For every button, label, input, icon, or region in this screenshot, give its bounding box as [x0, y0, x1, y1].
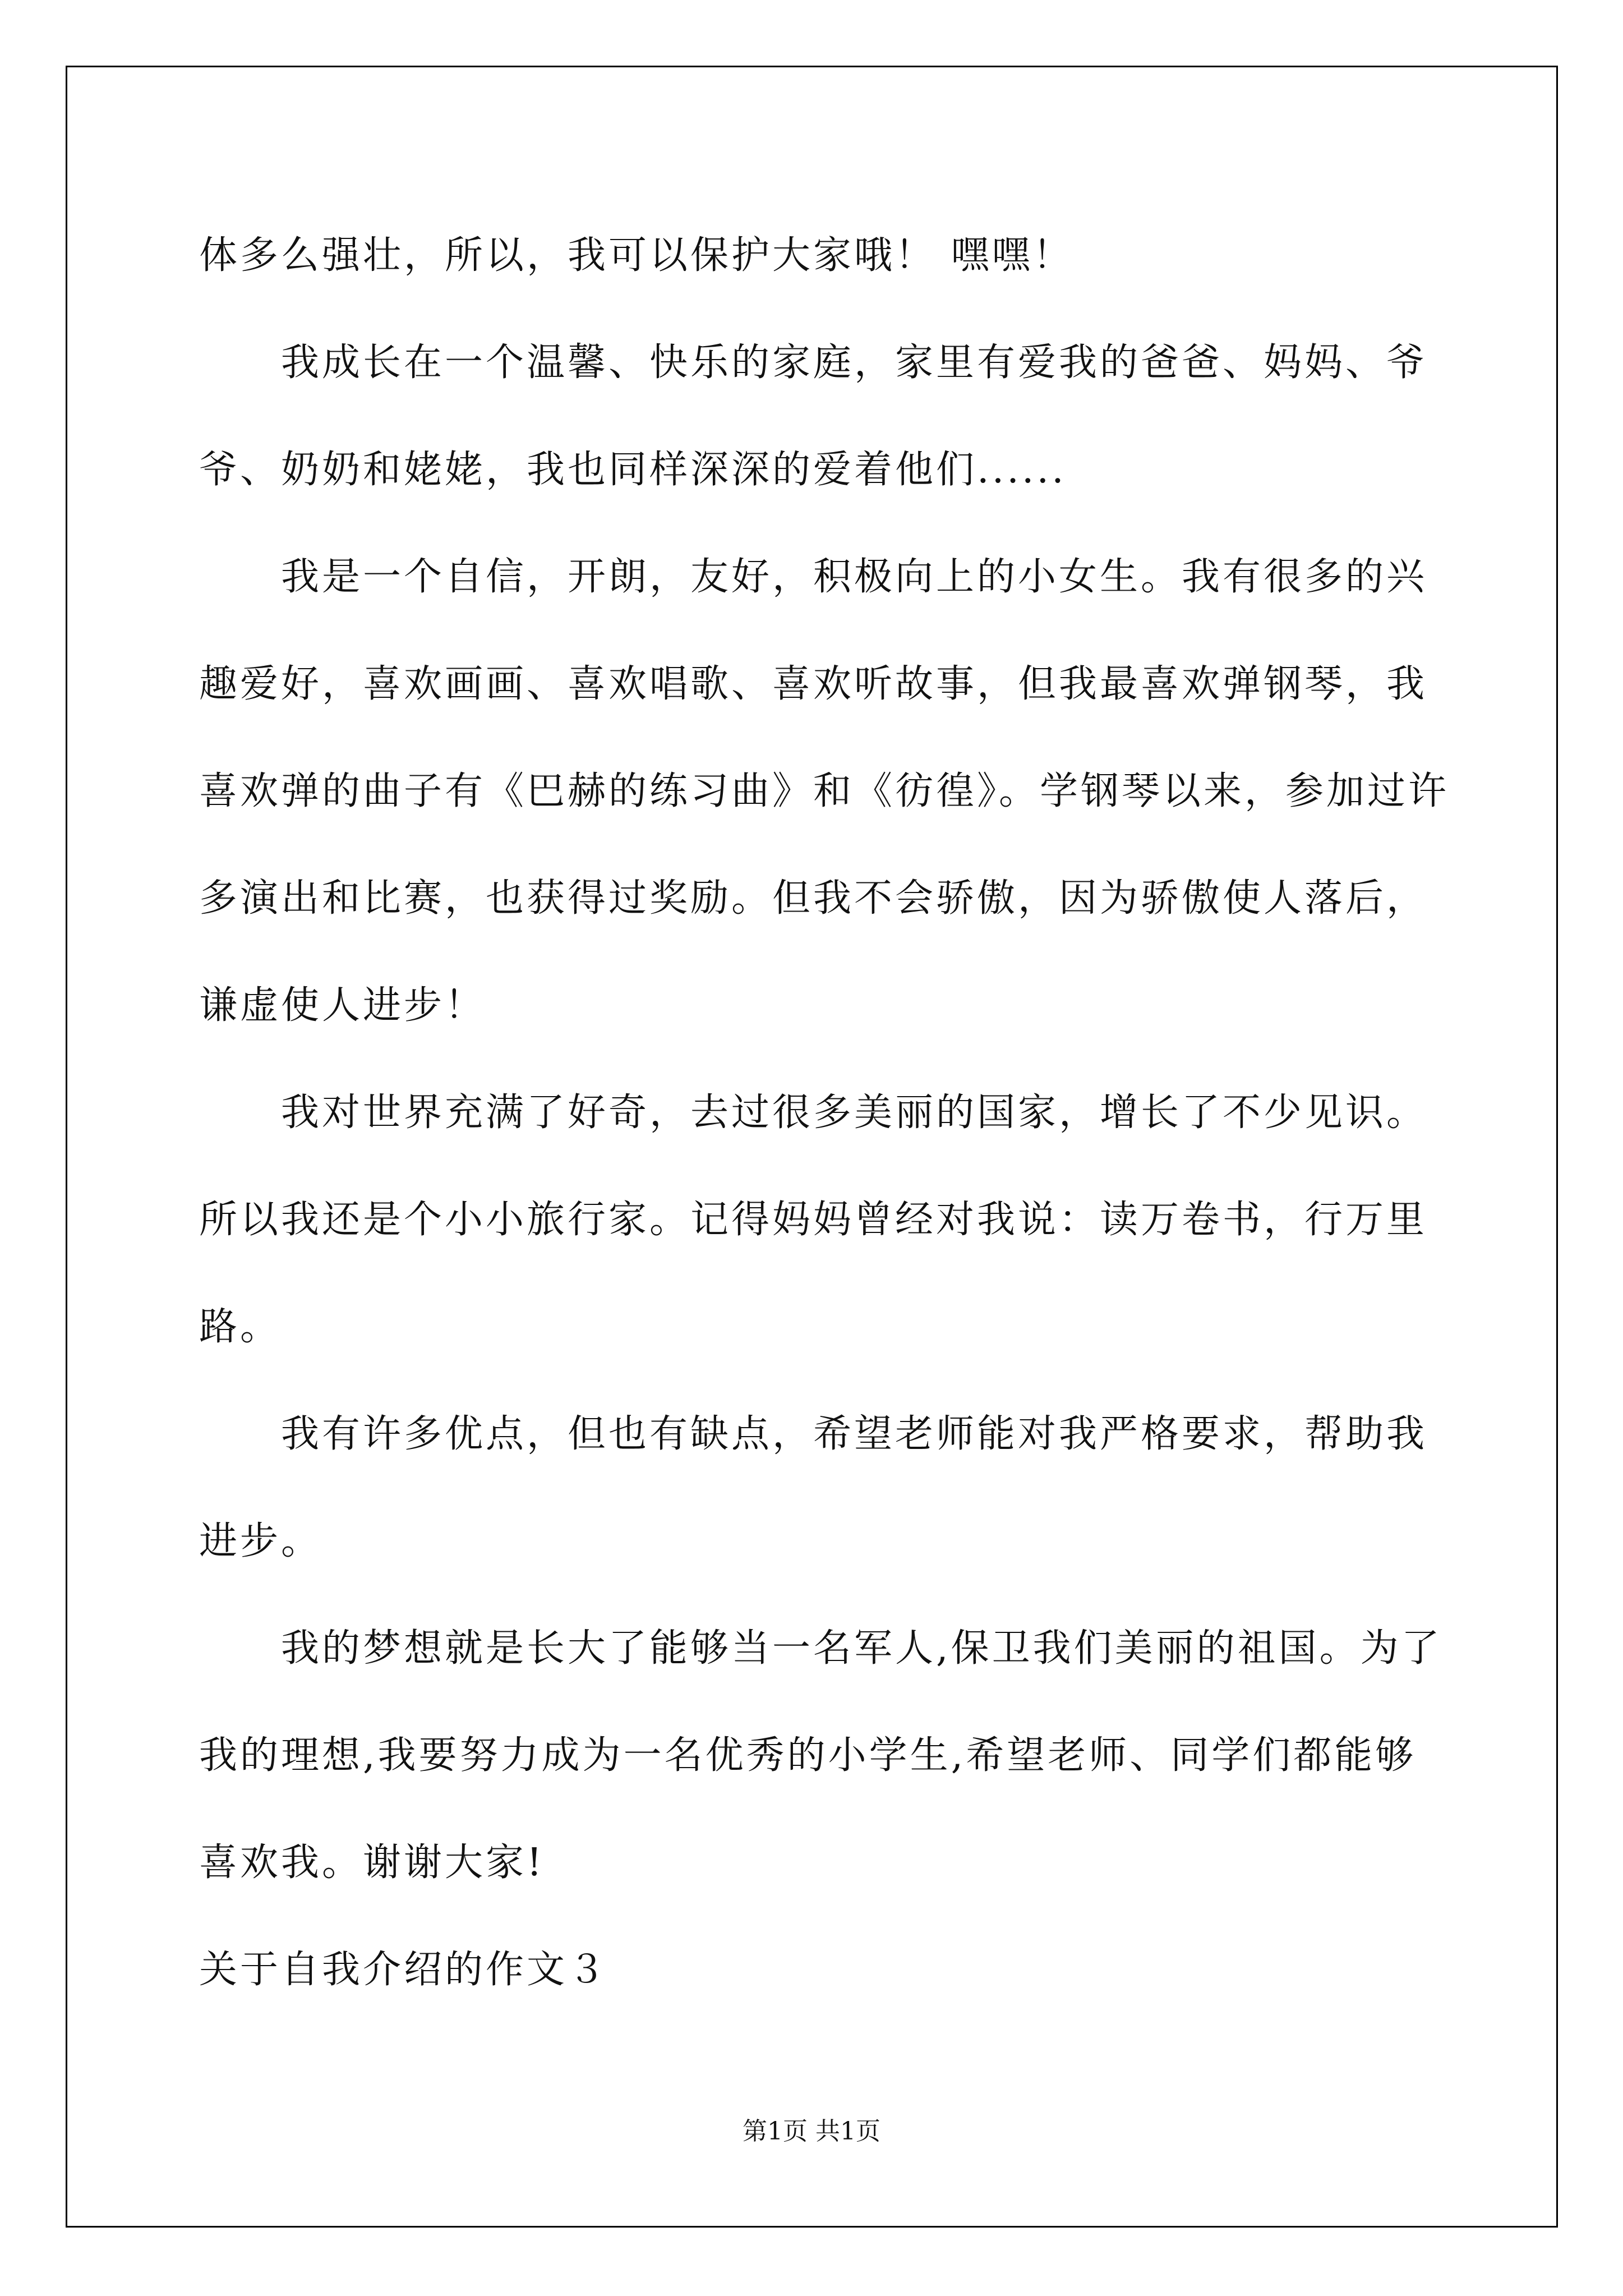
- text-line: 我的梦想就是长大了能够当一名军人,保卫我们美丽的祖国。为了: [281, 1626, 1442, 1671]
- text-line: 我是一个自信，开朗，友好，积极向上的小女生。我有很多的兴: [281, 555, 1428, 599]
- text-line: 喜欢我。谢谢大家!: [199, 1841, 545, 1885]
- text-line: 我有许多优点，但也有缺点，希望老师能对我严格要求，帮助我: [281, 1412, 1428, 1456]
- text-line: 路。: [199, 1305, 282, 1349]
- text-line: 我的理想,我要努力成为一名优秀的小学生,希望老师、同学们都能够: [199, 1733, 1417, 1778]
- text-line: 体多么强壮，所以，我可以保护大家哦！ 嘿嘿！: [199, 233, 1074, 278]
- text-line: 喜欢弹的曲子有《巴赫的练习曲》和《彷徨》。学钢琴以来，参加过许: [199, 769, 1450, 813]
- section-heading: 关于自我介绍的作文３: [199, 1948, 609, 1992]
- text-line: 多演出和比赛，也获得过奖励。但我不会骄傲，因为骄傲使人落后，: [199, 876, 1428, 921]
- text-line: 我对世界充满了好奇，去过很多美丽的国家，增长了不少见识。: [281, 1091, 1428, 1135]
- text-line: 谦虚使人进步！: [199, 983, 486, 1028]
- text-line: 爷、奶奶和姥姥，我也同样深深的爱着他们......: [199, 448, 1067, 492]
- page-footer: 第1页 共1页: [743, 2117, 880, 2146]
- text-line: 所以我还是个小小旅行家。记得妈妈曾经对我说：读万卷书，行万里: [199, 1198, 1428, 1242]
- text-line: 趣爱好，喜欢画画、喜欢唱歌、喜欢听故事，但我最喜欢弹钢琴，我: [199, 662, 1428, 706]
- text-line: 我成长在一个温馨、快乐的家庭，家里有爱我的爸爸、妈妈、爷: [281, 341, 1428, 385]
- text-line: 进步。: [199, 1519, 322, 1563]
